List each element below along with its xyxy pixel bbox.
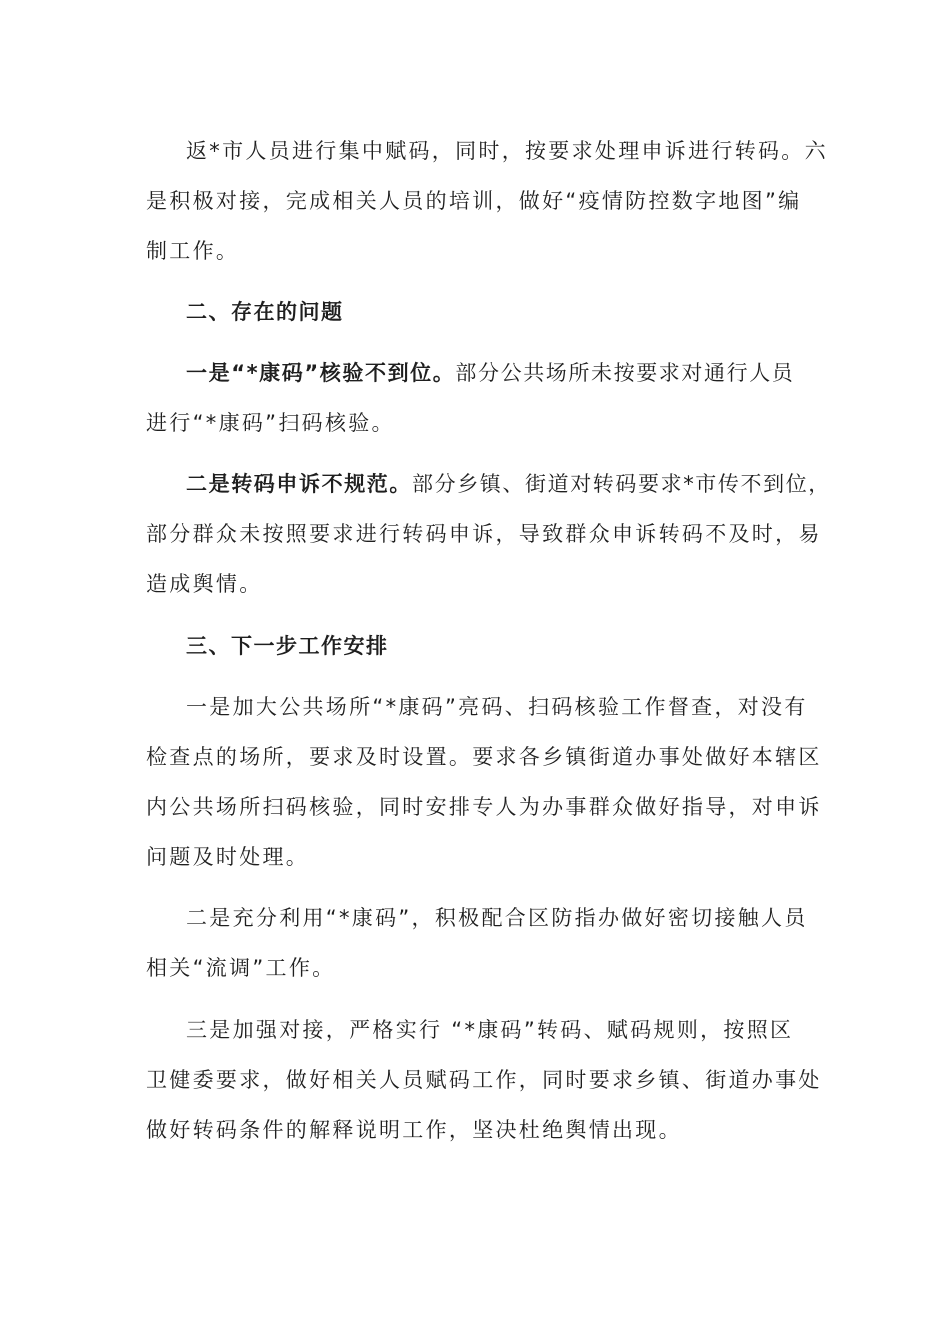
paragraph-3-line-1: [186, 471, 831, 497]
paragraph-6-line-1: 三是加强对接，严格实行 “*康码”转码、赋码规则，按照区: [186, 1018, 794, 1042]
paragraph-4-line-1: 一是加大公共场所“*康码”亮码、扫码核验工作督查，对没有: [186, 695, 808, 719]
section-heading-problems: 二、存在的问题: [186, 300, 344, 324]
paragraph-4-line-4: 问题及时处理。: [146, 845, 310, 869]
section-heading-next-steps: 三、下一步工作安排: [186, 634, 389, 658]
paragraph-5-line-1: 二是充分利用“*康码”，积极配合区防指办做好密切接触人员: [186, 906, 808, 930]
paragraph-2-line-1: [186, 360, 806, 386]
paragraph-6-line-3: 做好转码条件的解释说明工作，坚决杜绝舆情出现。: [146, 1118, 682, 1142]
paragraph-1-line-2: 是积极对接，完成相关人员的培训，做好“疫情防控数字地图”编: [146, 189, 802, 213]
paragraph-4-line-3: 内公共场所扫码核验，同时安排专人为办事群众做好指导，对申诉: [146, 795, 822, 819]
paragraph-3-line-2: 部分群众未按照要求进行转码申诉，导致群众申诉转码不及时，易: [146, 522, 822, 546]
paragraph-2-lead: 一是“*康码”核验不到位。: [186, 361, 456, 385]
paragraph-2-line-2: 进行“*康码”扫码核验。: [146, 411, 395, 435]
paragraph-4-line-2: 检查点的场所，要求及时设置。要求各乡镇街道办事处做好本辖区: [146, 745, 822, 769]
paragraph-3-lead: 二是转码申诉不规范。: [186, 472, 412, 496]
paragraph-3-line-3: 造成舆情。: [146, 572, 263, 596]
paragraph-6-line-2: 卫健委要求，做好相关人员赋码工作，同时要求乡镇、街道办事处: [146, 1068, 822, 1092]
paragraph-1-line-1: 返*市人员进行集中赋码，同时，按要求处理申诉进行转码。六: [186, 139, 828, 163]
paragraph-3-line-1-rest: 部分乡镇、街道对转码要求*市传不到位，: [412, 472, 831, 496]
paragraph-1-line-3: 制工作。: [146, 239, 240, 263]
paragraph-5-line-2: 相关“流调”工作。: [146, 956, 336, 980]
paragraph-2-line-1-rest: 部分公共场所未按要求对通行人员: [455, 361, 795, 385]
